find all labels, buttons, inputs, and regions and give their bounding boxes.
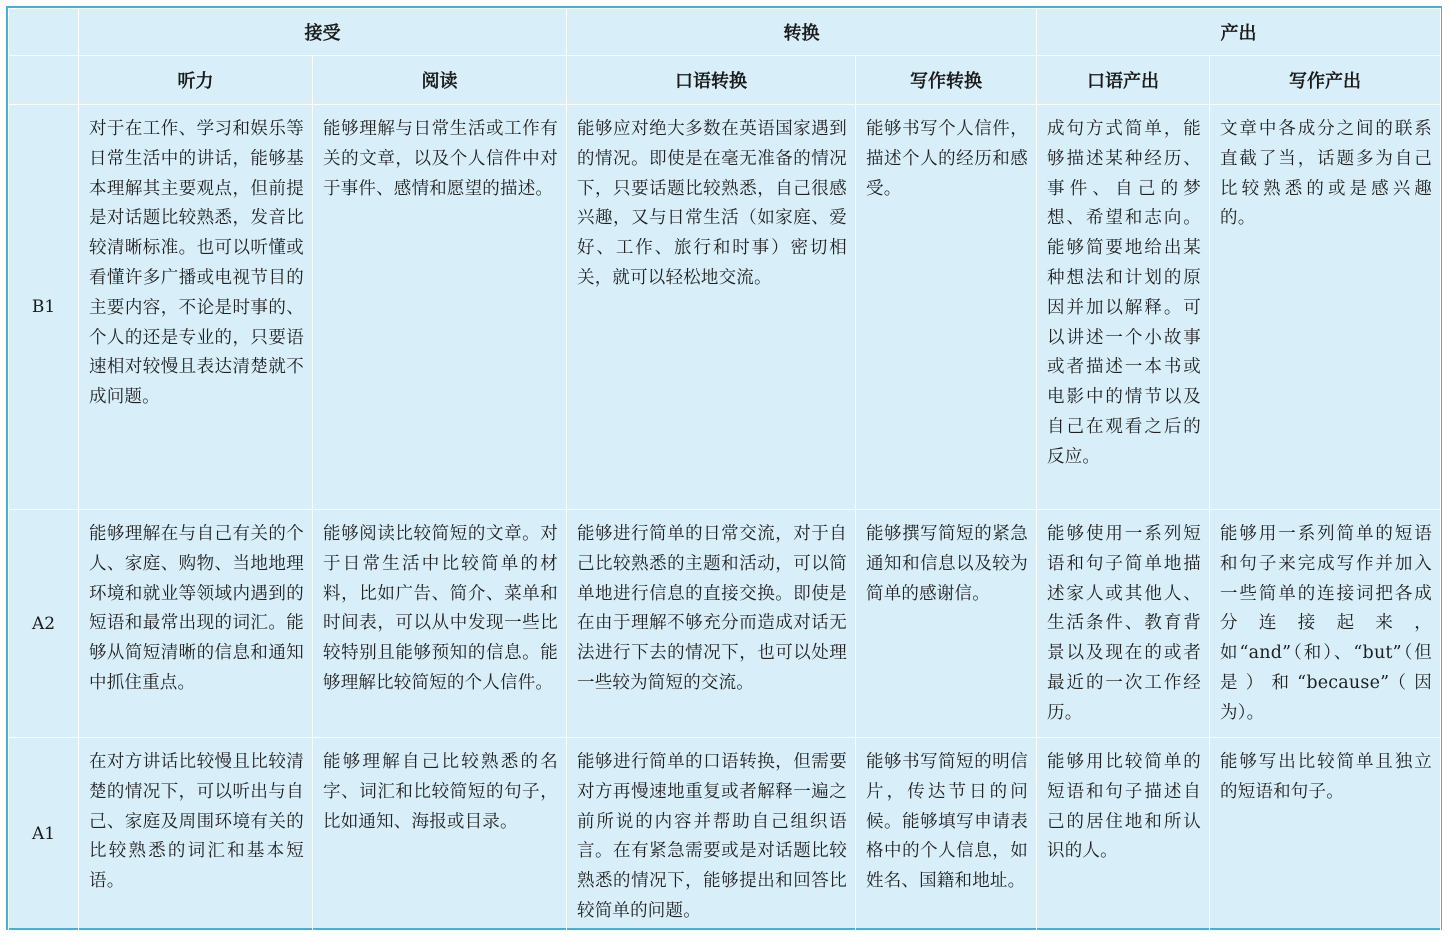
column-header-writing-conversion: 写作转换	[856, 56, 1037, 105]
table-row	[9, 510, 1441, 738]
table-cell: 能够进行简单的口语转换，但需要对方再慢速地重复或者解释一遍之前所说的内容并帮助自己组织语言。在有紧急需要或是对话题比较熟悉的情况下，能够提出和回答比较简单的问题。	[567, 738, 856, 932]
proficiency-table	[8, 8, 1441, 932]
table-cell: 在对方讲话比较慢且比较清楚的情况下，可以听出与自己、家庭及周围环境有关的比较熟悉的词汇和基本短语。	[79, 738, 313, 932]
table-cell: 能够理解与日常生活或工作有关的文章，以及个人信件中对于事件、感情和愿望的描述。	[313, 105, 567, 510]
column-header-writing-production: 写作产出	[1210, 56, 1441, 105]
table-row	[9, 105, 1441, 510]
column-header-oral-production: 口语产出	[1037, 56, 1210, 105]
level-label: A1	[9, 738, 79, 932]
table-frame	[6, 6, 1442, 930]
table-cell: 能够用一系列简单的短语和句子来完成写作并加入一些简单的连接词把各成分连接起来，如“and”（和）、“but”（但是）和“because”（因为）。	[1210, 510, 1441, 738]
table-cell: 能够理解自己比较熟悉的名字、词汇和比较简短的句子，比如通知、海报或目录。	[313, 738, 567, 932]
group-header-row	[9, 9, 1441, 56]
table-cell: 对于在工作、学习和娱乐等日常生活中的讲话，能够基本理解其主要观点，但前提是对话题比较熟悉，发音比较清晰标准。也可以听懂或看懂许多广播或电视节目的主要内容，不论是时事的、个人的还是专业的，只要语速相对较慢且表达清楚就不成问题。	[79, 105, 313, 510]
corner-cell	[9, 9, 79, 56]
level-label: B1	[9, 105, 79, 510]
group-header-convert: 转换	[567, 9, 1037, 56]
table-cell: 能够理解在与自己有关的个人、家庭、购物、当地地理环境和就业等领域内遇到的短语和最常出现的词汇。能够从简短清晰的信息和通知中抓住重点。	[79, 510, 313, 738]
table-cell: 能够撰写简短的紧急通知和信息以及较为简单的感谢信。	[856, 510, 1037, 738]
column-header-row	[9, 56, 1441, 105]
column-header-reading: 阅读	[313, 56, 567, 105]
table-cell: 能够用比较简单的短语和句子描述自己的居住地和所认识的人。	[1037, 738, 1210, 932]
table-row	[9, 738, 1441, 932]
group-header-receive: 接受	[79, 9, 567, 56]
table-cell: 能够书写个人信件，描述个人的经历和感受。	[856, 105, 1037, 510]
table-cell: 文章中各成分之间的联系直截了当，话题多为自己比较熟悉的或是感兴趣的。	[1210, 105, 1441, 510]
group-header-produce: 产出	[1037, 9, 1441, 56]
corner-cell-2	[9, 56, 79, 105]
table-cell: 能够写出比较简单且独立的短语和句子。	[1210, 738, 1441, 932]
column-header-oral-conversion: 口语转换	[567, 56, 856, 105]
table-cell: 能够使用一系列短语和句子简单地描述家人或其他人、生活条件、教育背景以及现在的或者最近的一次工作经历。	[1037, 510, 1210, 738]
table-cell: 能够书写简短的明信片，传达节日的问候。能够填写申请表格中的个人信息，如姓名、国籍和地址。	[856, 738, 1037, 932]
column-header-listening: 听力	[79, 56, 313, 105]
table-cell: 成句方式简单，能够描述某种经历、事件、自己的梦想、希望和志向。能够简要地给出某种想法和计划的原因并加以解释。可以讲述一个小故事或者描述一本书或电影中的情节以及自己在观看之后的反应。	[1037, 105, 1210, 510]
table-cell: 能够阅读比较简短的文章。对于日常生活中比较简单的材料，比如广告、简介、菜单和时间表，可以从中发现一些比较特别且能够预知的信息。能够理解比较简短的个人信件。	[313, 510, 567, 738]
table-cell: 能够应对绝大多数在英语国家遇到的情况。即使是在毫无准备的情况下，只要话题比较熟悉，自己很感兴趣，又与日常生活（如家庭、爱好、工作、旅行和时事）密切相关，就可以轻松地交流。	[567, 105, 856, 510]
level-label: A2	[9, 510, 79, 738]
table-cell: 能够进行简单的日常交流，对于自己比较熟悉的主题和活动，可以简单地进行信息的直接交换。即使是在由于理解不够充分而造成对话无法进行下去的情况下，也可以处理一些较为简短的交流。	[567, 510, 856, 738]
